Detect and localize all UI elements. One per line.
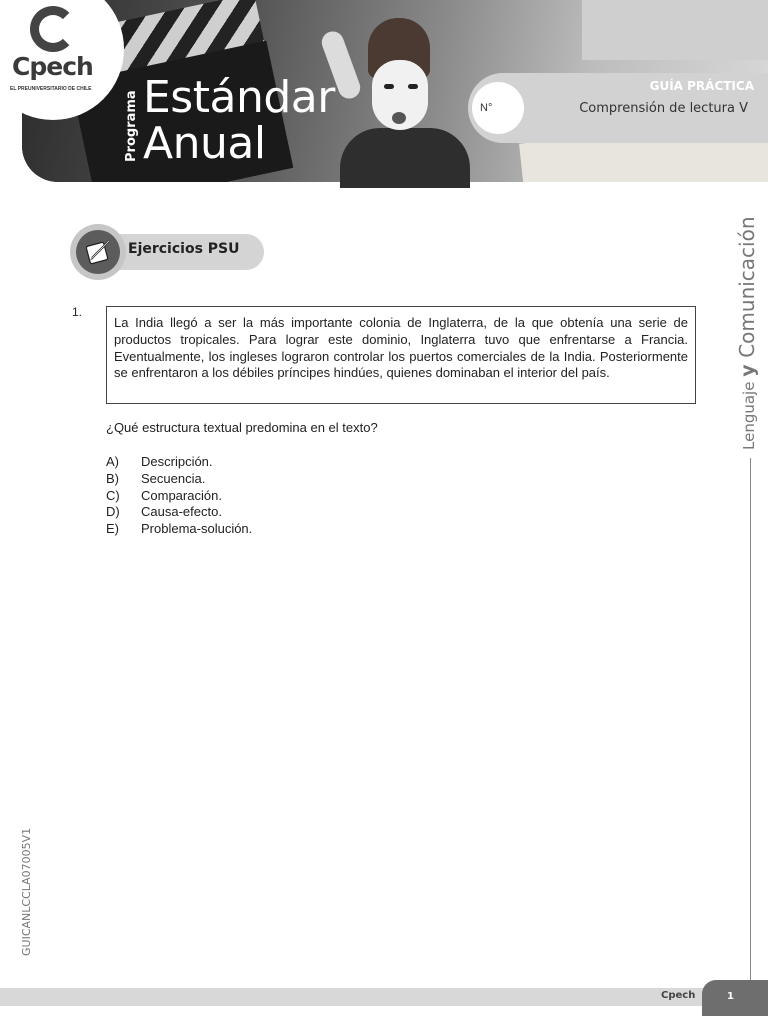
option-text: Problema-solución. [141,521,253,537]
pencil-notebook-icon [82,236,114,268]
question-prompt: ¿Qué estructura textual predomina en el texto? [106,420,378,435]
option-letter: C) [106,487,120,503]
answer-option-b[interactable] [106,471,252,488]
answer-options [106,454,252,538]
guide-type: GUÍA PRÁCTICA [649,79,754,93]
subject-divider-line [750,458,751,988]
footer-brand: Cpech [661,990,696,1001]
question-number: 1. [72,305,83,319]
option-letter: B) [106,470,119,486]
mime-image [330,0,493,182]
banner-decor-paper [582,0,768,60]
answer-option-d[interactable] [106,504,252,521]
answer-option-e[interactable] [106,521,252,538]
subject-vertical-label [735,216,759,450]
guide-name: Comprensión de lectura V [579,101,748,116]
document-code: GUICANLCCLA07005V1 [20,827,33,956]
guide-number-label: N° [480,102,493,114]
mime-body [340,128,470,188]
option-text: Comparación. [141,487,222,503]
footer-bar [0,988,768,1006]
question-passage: La India llegó a ser la más importante colonia de Inglaterra, de la que obtenía una serie de productos tropicales. Para lograr este dominio, Inglaterra tuvo que enfrentarse a Francia. Eventualmente, los ingleses lograron controlar los puertos comerciales de la India. Posteriormente se enfrentaron a los débiles príncipes hindúes, quienes dominaban el interior del país. [106,306,696,404]
cpech-logo-icon [30,6,76,52]
option-letter: D) [106,504,120,520]
mime-eye [384,84,394,89]
mime-eye [408,84,418,89]
program-title-line2: Anual [143,118,266,169]
option-text: Causa-efecto. [141,504,222,520]
page-number-tab [702,980,768,1016]
answer-option-c[interactable] [106,488,252,505]
logo-tagline: EL PREUNIVERSITARIO DE CHILE [10,86,92,92]
option-text: Secuencia. [141,470,206,486]
guide-info-pill [468,73,768,143]
option-text: Descripción. [141,454,213,469]
page-number: 1 [727,991,734,1002]
program-label: Programa [124,90,139,162]
answer-option-a[interactable] [106,454,252,471]
program-title-line1: Estándar [143,72,335,123]
mime-mouth [392,112,406,124]
subject-part-lenguaje: Lenguaje [740,376,758,450]
section-title: Ejercicios PSU [128,241,240,257]
option-letter: E) [106,521,119,537]
subject-part-comunicacion: Comunicación [735,216,759,358]
option-letter: A) [106,454,119,469]
subject-part-y: y [737,357,759,377]
logo-wordmark: Cpech [12,52,93,81]
